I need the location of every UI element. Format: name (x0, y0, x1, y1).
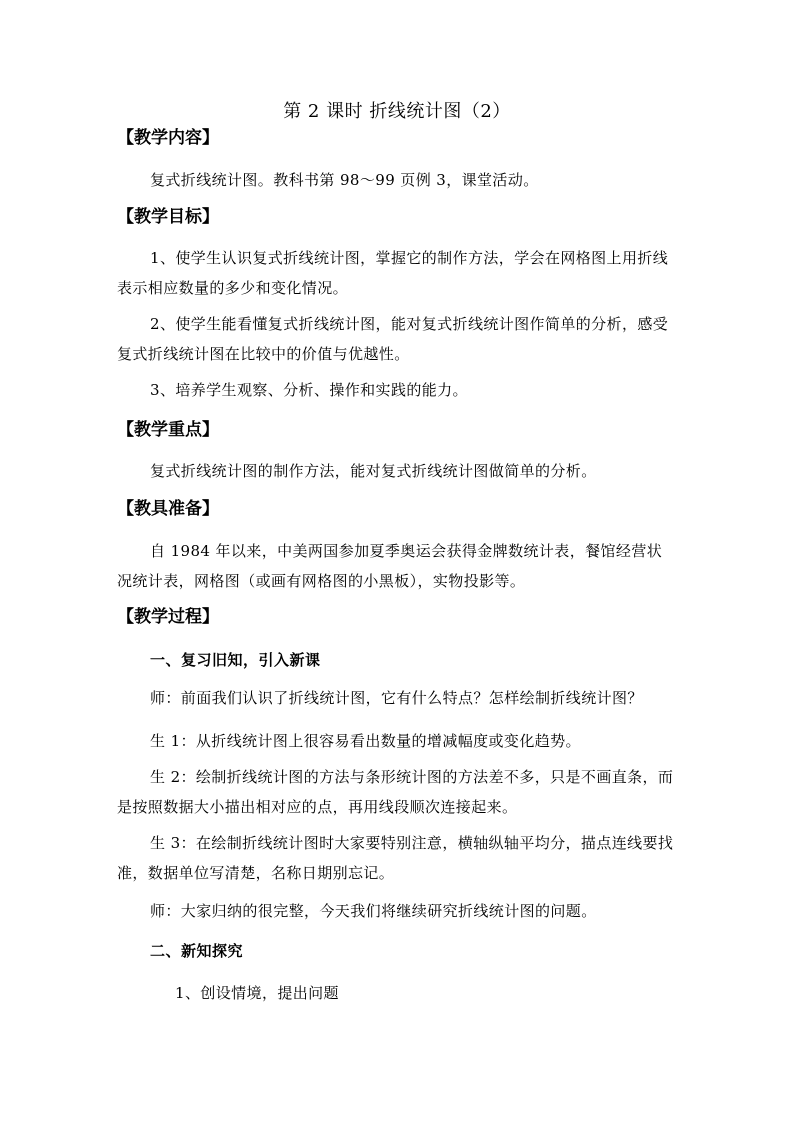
heading-teaching-process: 【教学过程】 (117, 607, 219, 627)
teaching-content-text: 复式折线统计图。教科书第 98～99 页例 3，课堂活动。 (150, 171, 539, 189)
materials-text: 自 1984 年以来，中美两国参加夏季奥运会获得金牌数统计表，餐馆经营状况统计表，网格图（或画有网格图的小黑板），实物投影等。 (117, 542, 663, 590)
part2-step1: 1、创设情境，提出问题 (175, 984, 339, 1002)
goal-item-2: 2、使学生能看懂复式折线统计图，能对复式折线统计图作简单的分析，感受复式折线统计图在比较中的价值与优越性。 (117, 315, 669, 363)
heading-teaching-goals: 【教学目标】 (117, 207, 219, 227)
heading-teaching-content: 【教学内容】 (117, 128, 219, 148)
dialogue-line-5: 师：大家归纳的很完整，今天我们将继续研究折线统计图的问题。 (150, 902, 597, 920)
lesson-title: 第 2 课时 折线统计图（2） (283, 101, 511, 122)
part1-title: 一、复习旧知，引入新课 (150, 651, 321, 669)
dialogue-line-3: 生 2：绘制折线统计图的方法与条形统计图的方法差不多，只是不画直条，而是按照数据大小描出相对应的点，再用线段顺次连接起来。 (117, 768, 674, 816)
part2-title: 二、新知探究 (150, 942, 244, 960)
dialogue-line-4: 生 3：在绘制折线统计图时大家要特别注意，横轴纵轴平均分，描点连线要找准，数据单位写清楚，名称日期别忘记。 (117, 834, 674, 882)
dialogue-line-2: 生 1：从折线统计图上很容易看出数量的增减幅度或变化趋势。 (150, 732, 581, 750)
goal-item-3: 3、培养学生观察、分析、操作和实践的能力。 (150, 381, 468, 399)
goal-item-1: 1、使学生认识复式折线统计图，掌握它的制作方法，学会在网格图上用折线表示相应数量的多少和变化情况。 (117, 249, 669, 297)
heading-key-points: 【教学重点】 (117, 420, 219, 440)
key-points-text: 复式折线统计图的制作方法，能对复式折线统计图做简单的分析。 (150, 462, 597, 480)
heading-materials: 【教具准备】 (117, 499, 219, 519)
dialogue-line-1: 师：前面我们认识了折线统计图，它有什么特点？怎样绘制折线统计图？ (150, 689, 643, 707)
